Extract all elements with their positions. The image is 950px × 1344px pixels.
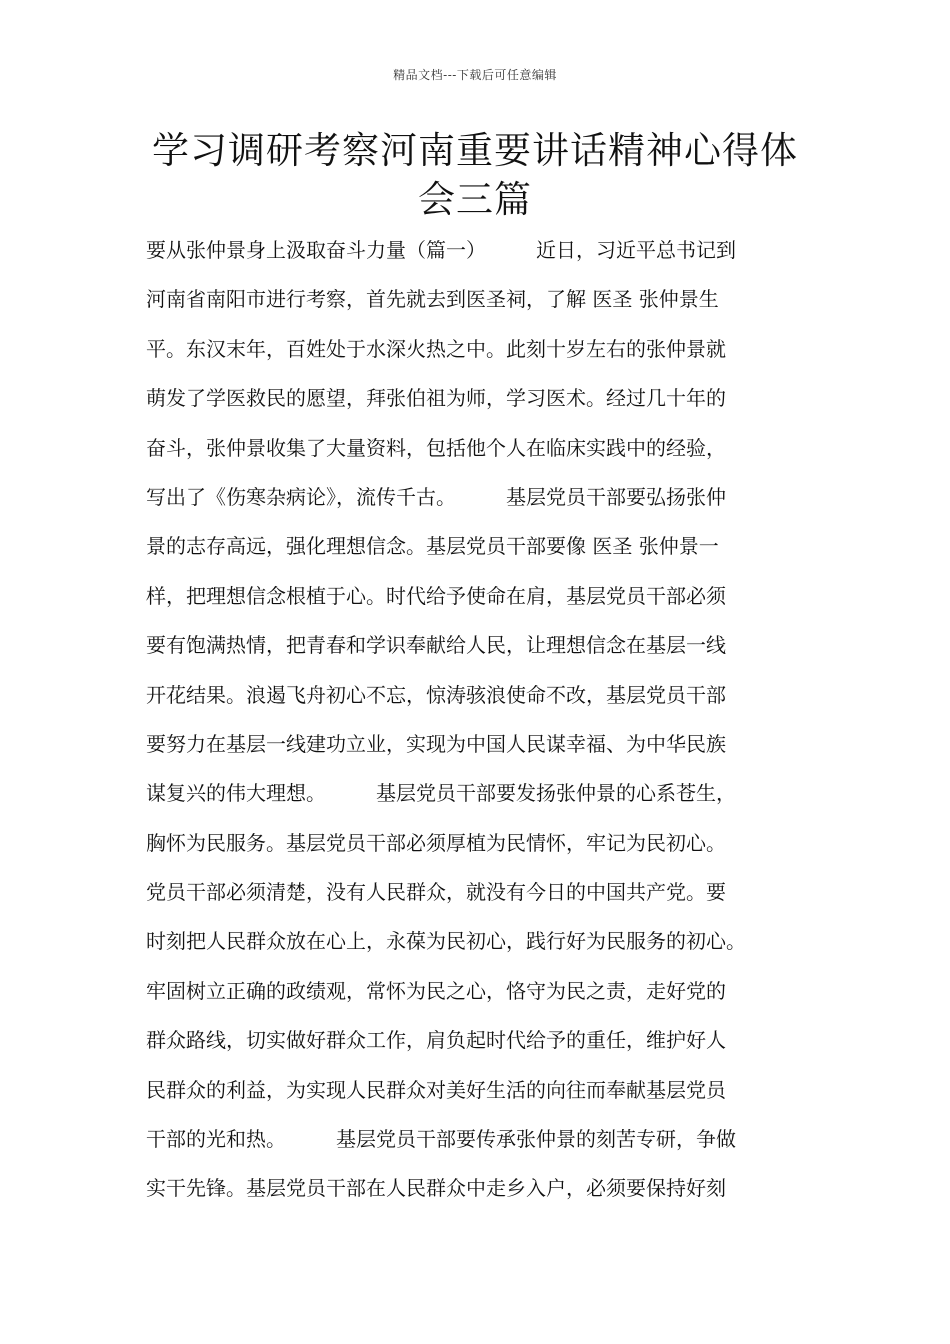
body-line: 奋斗，张仲景收集了大量资料，包括他个人在临床实践中的经验， — [146, 435, 726, 460]
body-line: 要有饱满热情，把青春和学识奉献给人民，让理想信念在基层一线 — [146, 633, 726, 658]
body-line: 党员干部必须清楚，没有人民群众，就没有今日的中国共产党。要 — [146, 880, 726, 905]
body-line: 干部的光和热。 基层党员干部要传承张仲景的刻苦专研，争做 — [146, 1127, 736, 1152]
body-line: 实干先锋。基层党员干部在人民群众中走乡入户，必须要保持好刻 — [146, 1176, 726, 1201]
body-line: 萌发了学医救民的愿望，拜张伯祖为师，学习医术。经过几十年的 — [146, 386, 726, 411]
body-line: 民群众的利益，为实现人民群众对美好生活的向往而奉献基层党员 — [146, 1077, 726, 1102]
body-line: 谋复兴的伟大理想。 基层党员干部要发扬张仲景的心系苍生， — [146, 781, 736, 806]
header-note: 精品文档---下载后可任意编辑 — [393, 68, 557, 82]
body-line: 牢固树立正确的政绩观，常怀为民之心，恪守为民之责，走好党的 — [146, 978, 726, 1003]
body-line: 样，把理想信念根植于心。时代给予使命在肩，基层党员干部必须 — [146, 583, 726, 608]
document-title — [120, 128, 830, 227]
body-line: 平。东汉末年，百姓处于水深火热之中。此刻十岁左右的张仲景就 — [146, 336, 726, 361]
body-line: 胸怀为民服务。基层党员干部必须厚植为民情怀，牢记为民初心。 — [146, 830, 726, 855]
body-text — [146, 226, 822, 1214]
body-line: 时刻把人民群众放在心上，永葆为民初心，践行好为民服务的初心。 — [146, 929, 746, 954]
body-line: 群众路线，切实做好群众工作，肩负起时代给予的重任，维护好人 — [146, 1028, 726, 1053]
body-line: 要从张仲景身上汲取奋斗力量（篇一） 近日，习近平总书记到 — [146, 238, 736, 262]
body-line: 景的志存高远，强化理想信念。基层党员干部要像 医圣 张仲景一 — [146, 534, 719, 559]
body-line: 写出了《伤寒杂病论》，流传千古。 基层党员干部要弘扬张仲 — [146, 484, 726, 509]
body-line: 河南省南阳市进行考察，首先就去到医圣祠，了解 医圣 张仲景生 — [146, 287, 719, 312]
body-line: 要努力在基层一线建功立业，实现为中国人民谋幸福、为中华民族 — [146, 731, 726, 756]
title-line: 会三篇 — [418, 178, 532, 222]
body-line: 开花结果。浪遏飞舟初心不忘，惊涛骇浪使命不改，基层党员干部 — [146, 682, 726, 707]
title-line: 学习调研考察河南重要讲话精神心得体 — [152, 129, 798, 172]
